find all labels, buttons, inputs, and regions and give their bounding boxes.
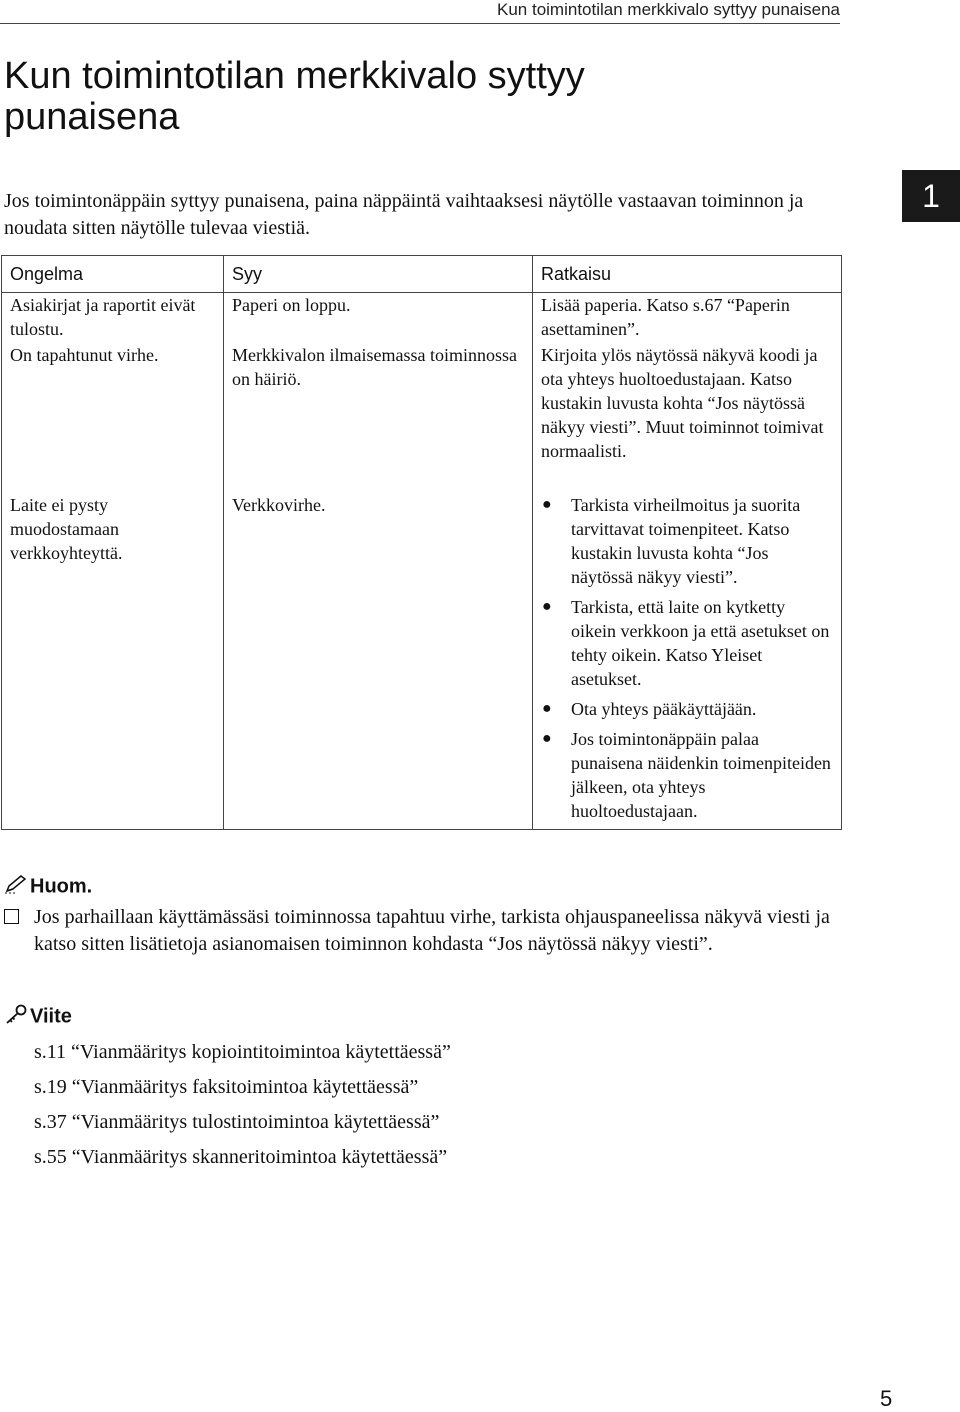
bullet-text: Tarkista, että laite on kytketty oikein verkkoon ja että asetukset on tehty oikein. Katso Yleiset asetukset.	[571, 597, 830, 689]
troubleshooting-table	[1, 255, 842, 830]
column-header-solution: Ratkaisu	[533, 256, 842, 293]
bullet-text: Tarkista virheilmoitus ja suorita tarvittavat toimenpiteet. Katso kustakin luvusta kohta “Jos näytössä näkyy viesti”.	[571, 495, 801, 587]
list-item	[541, 697, 831, 721]
bullet-icon: ●	[542, 700, 552, 717]
chapter-tab: 1	[902, 170, 960, 222]
note-item	[4, 904, 844, 958]
cause-cell: Verkkovirhe.	[224, 493, 533, 830]
cause-cell: Merkkivalon ilmaisemassa toiminnossa on häiriö.	[224, 343, 533, 493]
reference-link[interactable]: s.19 “Vianmääritys faksitoimintoa käytettäessä”	[34, 1076, 419, 1098]
problem-cell: Laite ei pysty muodostamaan verkkoyhteyttä.	[2, 493, 224, 830]
bullet-text: Jos toimintonäppäin palaa punaisena näidenkin toimenpiteiden jälkeen, ota yhteys huoltoedustajaan.	[571, 729, 831, 821]
table-row	[2, 293, 842, 344]
table-row	[2, 493, 842, 830]
list-item	[541, 493, 831, 589]
page-number: 5	[880, 1386, 893, 1411]
solution-cell	[533, 493, 842, 830]
reference-list	[34, 1035, 451, 1175]
table-header-row	[2, 256, 842, 293]
bullet-icon: ●	[542, 496, 552, 513]
note-heading-text: Huom.	[30, 875, 93, 898]
running-header: Kun toimintotilan merkkivalo syttyy punaisena	[0, 0, 840, 24]
list-item	[541, 727, 831, 823]
note-heading	[4, 874, 92, 900]
reference-link[interactable]: s.55 “Vianmääritys skanneritoimintoa käytettäessä”	[34, 1146, 448, 1168]
reference-link[interactable]: s.11 “Vianmääritys kopiointitoimintoa käytettäessä”	[34, 1041, 451, 1063]
reference-link[interactable]: s.37 “Vianmääritys tulostintoimintoa käytettäessä”	[34, 1111, 440, 1133]
bullet-text: Ota yhteys pääkäyttäjään.	[571, 699, 757, 719]
reference-heading	[4, 1004, 72, 1030]
bullet-icon: ●	[542, 730, 552, 747]
table-row	[2, 343, 842, 493]
cause-cell: Paperi on loppu.	[224, 293, 533, 344]
pencil-icon	[4, 874, 30, 900]
intro-paragraph: Jos toimintonäppäin syttyy punaisena, paina näppäintä vaihtaaksesi näytölle vastaavan toiminnon ja noudata sitten näytölle tulevaa viestiä.	[4, 190, 804, 239]
solution-bullet-list	[541, 493, 831, 823]
note-text: Jos parhaillaan käyttämässäsi toiminnossa tapahtuu virhe, tarkista ohjauspaneelissa näkyvä viesti ja katso sitten lisätietoja asianomaisen toiminnon kohdasta “Jos näytössä näkyy viesti”.	[34, 906, 830, 955]
list-item	[541, 595, 831, 691]
solution-cell: Lisää paperia. Katso s.67 “Paperin asettaminen”.	[533, 293, 842, 344]
problem-cell: On tapahtunut virhe.	[2, 343, 224, 493]
reference-heading-text: Viite	[30, 1005, 72, 1028]
column-header-cause: Syy	[224, 256, 533, 293]
bullet-icon: ●	[542, 598, 552, 615]
problem-cell: Asiakirjat ja raportit eivät tulostu.	[2, 293, 224, 344]
checkbox-icon	[4, 909, 19, 924]
page-title: Kun toimintotilan merkkivalo syttyy punaisena	[4, 55, 585, 138]
solution-cell: Kirjoita ylös näytössä näkyvä koodi ja ota yhteys huoltoedustajaan. Katso kustakin luvusta kohta “Jos näytössä näkyy viesti”. Muut toiminnot toimivat normaalisti.	[533, 343, 842, 493]
key-icon	[4, 1004, 30, 1030]
column-header-problem: Ongelma	[2, 256, 224, 293]
